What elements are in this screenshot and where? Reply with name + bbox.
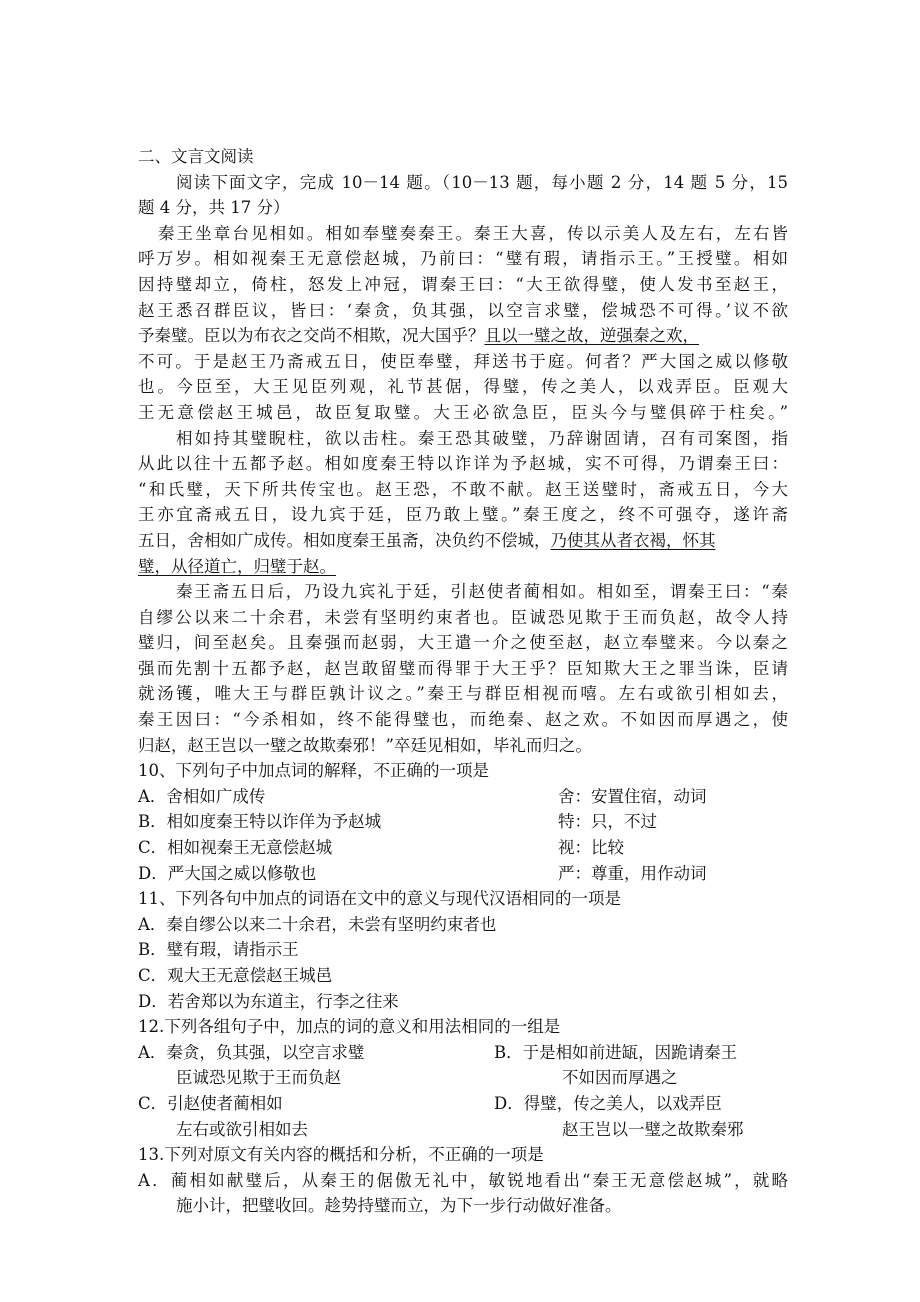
question-10-option [138, 809, 788, 835]
passage-line: 秦王因曰：“今杀相如，终不能得璧也，而绝秦、赵之欢。不如因而厚遇之，使 [138, 710, 788, 730]
question-11-stem: 11、下列各句中加点的词语在文中的意义与现代汉语相同的一项是 [138, 889, 621, 909]
instruction-line: 阅读下面文字，完成 10－14 题。（10－13 题，每小题 2 分，14 题 5 分，15 [176, 172, 788, 192]
option-a: A．秦贪，负其强，以空言求璧 [138, 1042, 365, 1062]
passage-line: 王无意偿赵王城邑，故臣复取璧。大王必欲急臣，臣头今与璧俱碎于柱矣。” [138, 402, 788, 422]
question-13-option: A．蔺相如献璧后，从秦王的倨傲无礼中，敏锐地看出“秦王无意偿赵城”，就略 [138, 1170, 788, 1190]
instruction-line: 题 4 分，共 17 分） [138, 198, 290, 218]
passage-line: 王亦宜斋戒五日，设九宾于廷，臣乃敢上璧。”秦王度之，终不可强夺，遂许斋 [138, 505, 788, 525]
option-d: D．得璧，传之美人，以戏弄臣 [494, 1093, 722, 1113]
question-12-row [138, 1117, 788, 1143]
question-11-option: B．璧有瑕，请指示王 [138, 940, 299, 960]
passage-line: 呼万岁。相如视秦王无意偿赵城，乃前曰：“璧有瑕，请指示王。”王授璧。相如 [138, 249, 788, 269]
passage-line: 璧归，间至赵矣。且秦强而赵弱，大王遣一介之使至赵，赵立奉璧来。今以秦之 [138, 633, 788, 653]
option-a-second: 臣诚恐见欺于王而负赵 [176, 1068, 341, 1088]
passage-line [138, 528, 788, 554]
question-11-option: C．观大王无意偿赵王城邑 [138, 966, 333, 985]
passage-text: 五日，舍相如广成传。相如度秦王虽斋，决负约不偿城， [138, 530, 551, 550]
question-12-row [138, 1091, 788, 1117]
passage-line: 不可。于是赵王乃斋戒五日，使臣奉璧，拜送书于庭。何者？严大国之威以修敬 [138, 351, 788, 371]
passage-line [138, 323, 788, 349]
question-10-option [138, 784, 788, 810]
option-text: C．相如视秦王无意偿赵城 [138, 838, 333, 858]
section-title: 二、文言文阅读 [138, 147, 254, 166]
passage-line: 因持璧却立，倚柱，怒发上冲冠，谓秦王曰：“大王欲得璧，使人发书至赵王， [138, 274, 788, 294]
passage-line: 赵王悉召群臣议，皆曰：‘秦贪，负其强，以空言求璧，偿城恐不可得。’议不欲 [138, 300, 788, 320]
passage-line: “和氏璧，天下所共传宝也。赵王恐，不敢不献。赵王送璧时，斋戒五日，今大 [138, 479, 788, 499]
option-b: B．于是相如前进缻，因跪请秦王 [494, 1042, 738, 1062]
passage-line: 就汤镬，唯大王与群臣孰计议之。”秦王与群臣相视而嘻。左右或欲引相如去， [138, 684, 788, 704]
underlined-sentence: 乃使其从者衣褐，怀其 [550, 530, 716, 550]
underlined-sentence: 璧，从径道亡，归璧于赵。 [138, 556, 336, 576]
passage-line: 也。今臣至，大王见臣列观，礼节甚倨，得璧，传之美人，以戏弄臣。臣观大 [138, 377, 788, 397]
underlined-sentence: 且以一璧之故，逆强秦之欢， [484, 326, 699, 346]
question-12-stem: 12.下列各组句子中，加点的词的意义和用法相同的一组是 [138, 1017, 561, 1037]
option-note: 视：比较 [558, 838, 624, 858]
question-10-stem: 10、下列句子中加点词的解释，不正确的一项是 [138, 761, 489, 781]
option-c-second: 左右或欲引相如去 [176, 1119, 308, 1139]
question-12-row [138, 1065, 788, 1091]
passage-line: 从此以往十五都予赵。相如度秦王特以诈详为予赵城，实不可得，乃谓秦王曰： [138, 454, 788, 474]
passage-line: 相如持其璧睨柱，欲以击柱。秦王恐其破璧，乃辞谢固请，召有司案图，指 [176, 428, 788, 448]
question-12-row [138, 1040, 788, 1066]
question-13-option-cont: 施小计，把璧收回。趁势持璧而立，为下一步行动做好准备。 [176, 1196, 622, 1216]
passage-text: 予秦璧。臣以为布衣之交尚不相欺，况大国乎？ [138, 326, 485, 346]
question-13-stem: 13.下列对原文有关内容的概括和分析，不正确的一项是 [138, 1145, 544, 1165]
option-note: 舍：安置住宿，动词 [558, 786, 707, 806]
passage-line: 归赵，赵王岂以一璧之故欺秦邪！”卒廷见相如，毕礼而归之。 [138, 735, 592, 755]
option-d-second: 赵王岂以一璧之故欺秦邪 [562, 1119, 744, 1139]
passage-line: 秦王斋五日后，乃设九宾礼于廷，引赵使者蔺相如。相如至，谓秦王曰：“秦 [176, 582, 788, 602]
option-c: C．引赵使者蔺相如 [138, 1093, 283, 1113]
option-text: A．舍相如广成传 [138, 786, 266, 806]
option-note: 严：尊重，用作动词 [558, 863, 707, 883]
passage-line: 自缪公以来二十余君，未尝有坚明约束者也。臣诚恐见欺于王而负赵，故令人持 [138, 607, 788, 627]
document-page [138, 144, 788, 1219]
question-11-option: D．若舍郑以为东道主，行李之往来 [138, 991, 399, 1011]
passage-line [138, 554, 788, 580]
passage-line: 强而先割十五都予赵，赵岂敢留璧而得罪于大王乎？臣知欺大王之罪当诛，臣请 [138, 658, 788, 678]
option-b-second: 不如因而厚遇之 [562, 1068, 678, 1088]
option-text: B．相如度秦王特以诈佯为予赵城 [138, 812, 382, 832]
passage-line: 秦王坐章台见相如。相如奉璧奏秦王。秦王大喜，传以示美人及左右，左右皆 [158, 223, 788, 243]
question-10-option [138, 861, 788, 887]
option-note: 特：只，不过 [558, 812, 657, 832]
question-11-option: A．秦自缪公以来二十余君，未尝有坚明约束者也 [138, 914, 497, 934]
question-10-option [138, 835, 788, 861]
option-text: D．严大国之威以修敬也 [138, 863, 317, 883]
